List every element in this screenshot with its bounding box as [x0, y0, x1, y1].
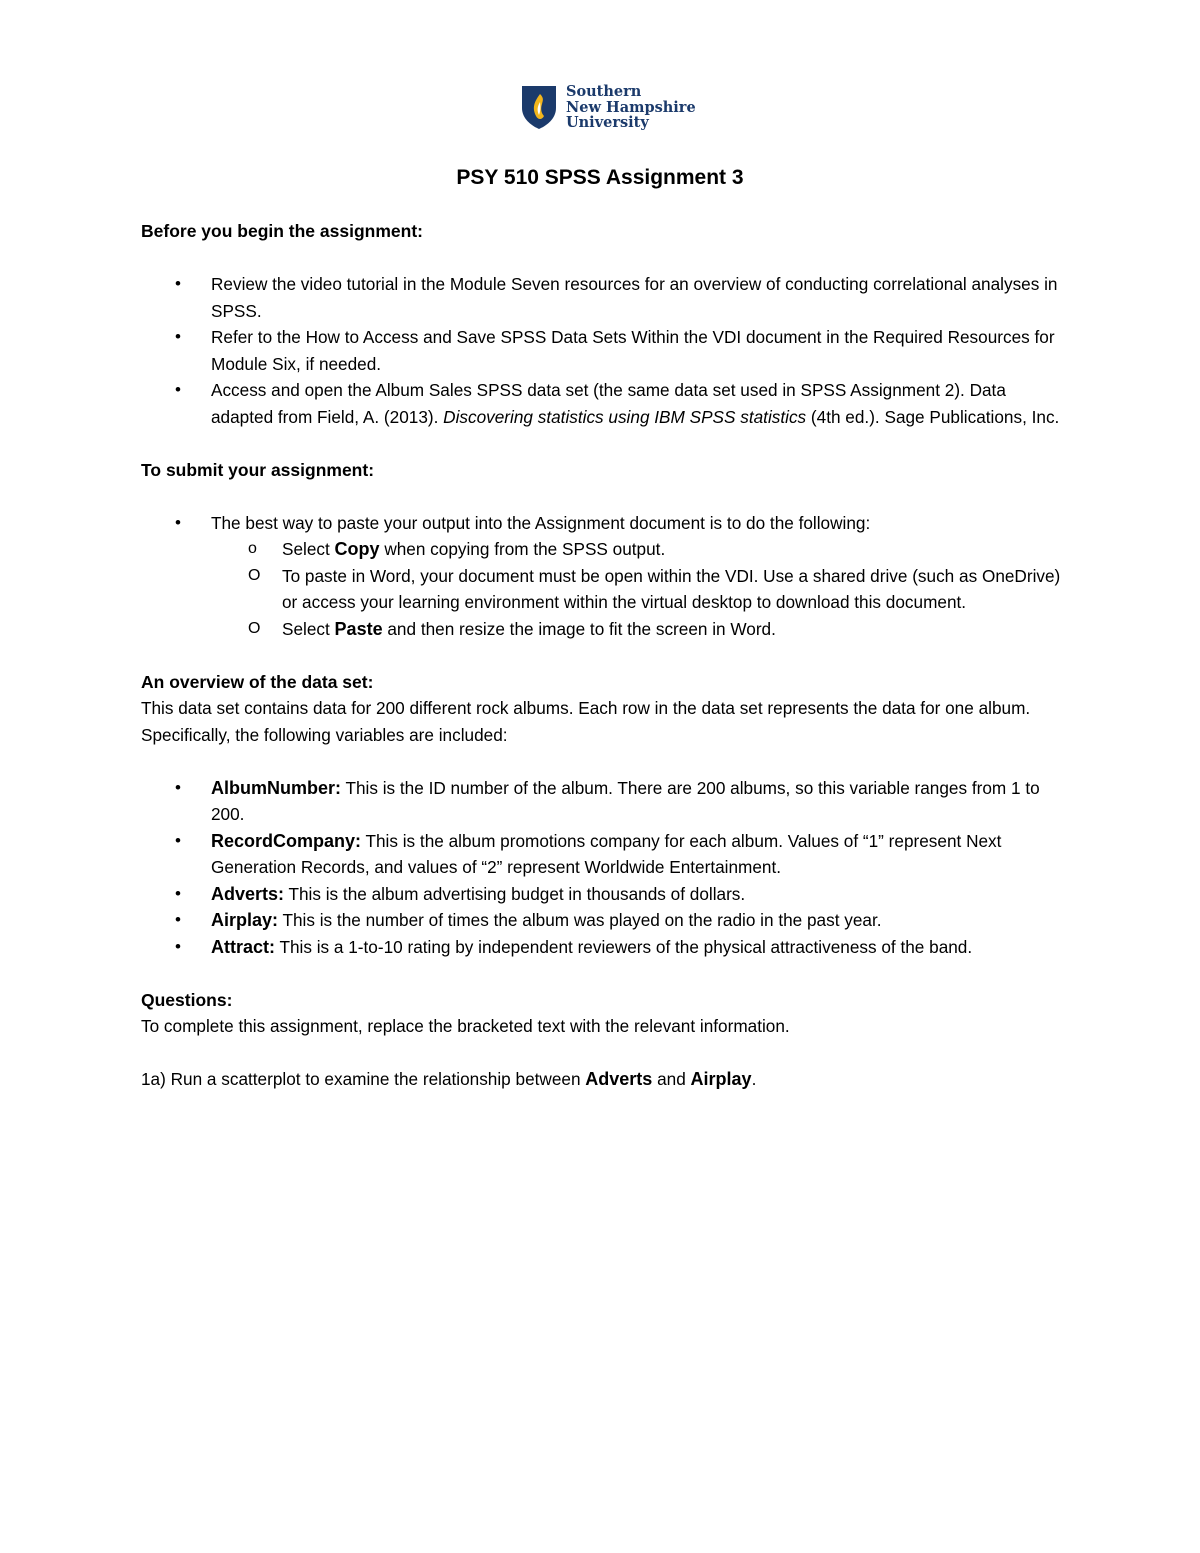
bullet-icon: • [175, 512, 181, 532]
variable-term: Attract: [211, 936, 276, 957]
question-1a [141, 1066, 1071, 1093]
sub-bullet-icon: o [248, 540, 257, 557]
sub-item-1-post: when copying from the SPSS output. [379, 539, 666, 559]
logo-wordmark [566, 84, 696, 131]
list-item [175, 934, 1071, 961]
questions-paragraph: To complete this assignment, replace the bracketed text with the relevant information. [141, 1016, 790, 1036]
logo-line-1: Southern [566, 83, 642, 100]
questions-heading: Questions: [141, 989, 233, 1010]
bullet-icon: • [175, 883, 181, 903]
submit-sublist [211, 536, 1071, 642]
before-heading: Before you begin the assignment: [141, 221, 423, 241]
q1-mid: and [652, 1069, 691, 1089]
submit-list [141, 510, 1071, 643]
sub-item-3-post: and then resize the image to fit the screen in Word. [382, 618, 776, 639]
list-item [248, 563, 1071, 616]
logo-line-3: University [566, 114, 649, 131]
list-item [175, 271, 1071, 324]
sub-bullet-icon: O [248, 566, 261, 584]
before-item-1: Review the video tutorial in the Module Seven resources for an overview of conducting correlational analyses in SPSS. [211, 274, 1058, 321]
shield-flame-icon [520, 84, 558, 130]
variable-desc: This is the ID number of the album. There are 200 albums, so this variable ranges from 1 to 200. [211, 777, 1040, 824]
sub-item-1-pre: Select [282, 539, 335, 559]
bullet-icon: • [175, 830, 181, 850]
before-list [141, 271, 1071, 430]
bullet-icon: • [175, 777, 181, 797]
variable-desc: This is the album advertising budget in thousands of dollars. [284, 883, 746, 904]
before-item-3-post: (4th ed.). Sage Publications, Inc. [806, 406, 1060, 427]
bullet-icon: • [175, 910, 181, 929]
sub-item-2: To paste in Word, your document must be open within the VDI. Use a shared drive (such as OneDrive) or access your learning environment within the virtual desktop to download this document. [282, 565, 1061, 612]
bullet-icon: • [175, 936, 181, 956]
before-item-2: Refer to the How to Access and Save SPSS Data Sets Within the VDI document in the Required Resources for Module Six, if needed. [211, 327, 1055, 374]
page-title: PSY 510 SPSS Assignment 3 [456, 166, 744, 189]
variable-desc: This is the album promotions company for each album. Values of “1” represent Next Generation Records, and values of “2” represent Worldwide Entertainment. [211, 830, 1002, 877]
variable-desc: This is a 1-to-10 rating by independent reviewers of the physical attractiveness of the band. [275, 936, 973, 957]
variables-list [141, 775, 1071, 961]
sub-bullet-icon: O [248, 619, 261, 637]
list-item [175, 907, 1071, 934]
list-item [175, 881, 1071, 908]
paste-term: Paste [334, 618, 383, 639]
list-item [175, 510, 1071, 643]
document-body [141, 218, 1071, 1093]
variable-term: Airplay: [211, 910, 279, 930]
snhu-logo [520, 83, 696, 132]
q1-post: . [751, 1069, 757, 1089]
overview-paragraph: This data set contains data for 200 different rock albums. Each row in the data set represents the data for one album. Specifically, the following variables are included: [141, 698, 1031, 745]
airplay-term: Airplay [690, 1069, 752, 1089]
bullet-icon: • [175, 274, 181, 293]
list-item [175, 324, 1071, 377]
q1-pre: 1a) Run a scatterplot to examine the relationship between [141, 1069, 586, 1089]
variable-term: AlbumNumber: [211, 777, 341, 798]
bullet-icon: • [175, 327, 181, 346]
variable-term: Adverts: [211, 883, 285, 904]
bullet-icon: • [175, 380, 181, 399]
book-title: Discovering statistics using IBM SPSS statistics [443, 406, 807, 427]
sub-item-3-pre: Select [282, 618, 335, 639]
variable-desc: This is the number of times the album was played on the radio in the past year. [278, 910, 882, 930]
list-item [175, 775, 1071, 828]
list-item [248, 536, 1071, 563]
submit-heading: To submit your assignment: [141, 459, 375, 480]
list-item [248, 616, 1071, 643]
variable-term: RecordCompany: [211, 830, 362, 851]
adverts-term: Adverts [585, 1069, 653, 1089]
list-item [175, 377, 1071, 430]
overview-heading: An overview of the data set: [141, 671, 374, 692]
logo-line-2: New Hampshire [566, 98, 696, 116]
list-item [175, 828, 1071, 881]
before-item-3-pre: Access and open the Album Sales SPSS data set (the same data set used in SPSS Assignment 2). Data adapted from Field, A. (2013). [211, 380, 1006, 427]
submit-item-1: The best way to paste your output into the Assignment document is to do the following: [211, 512, 871, 533]
copy-term: Copy [334, 539, 380, 559]
